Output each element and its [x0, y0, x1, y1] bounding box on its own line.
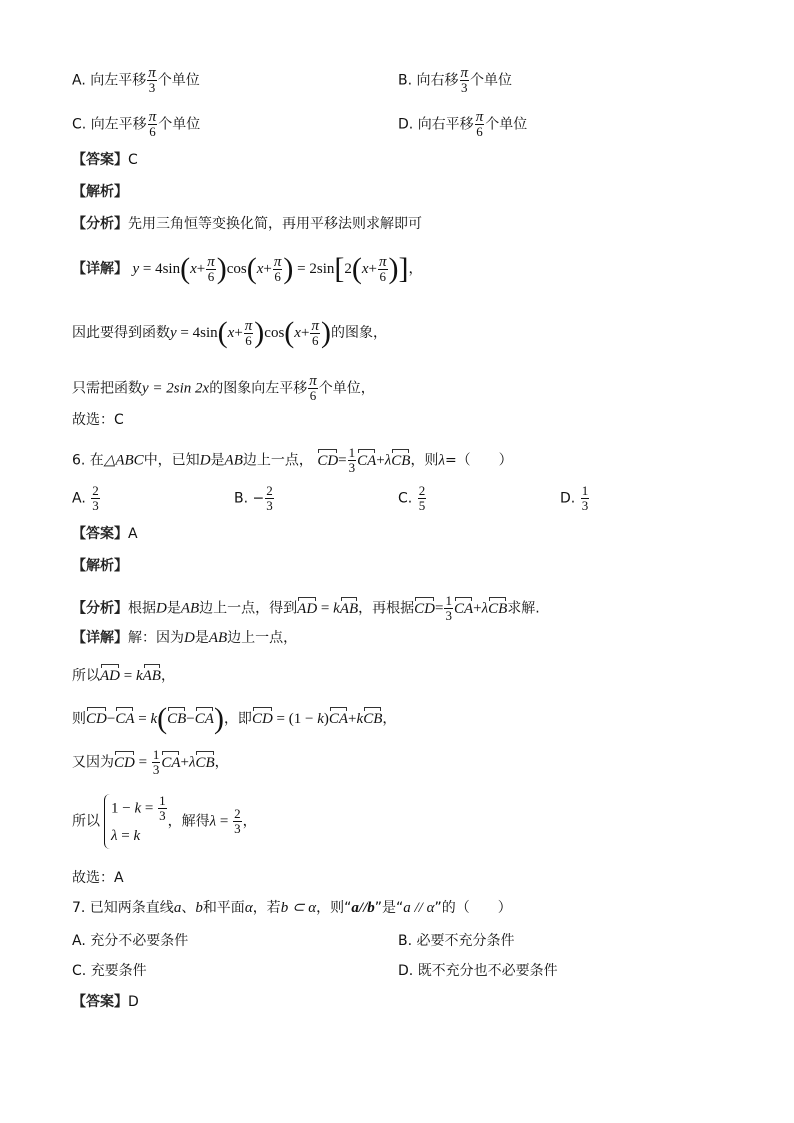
- q6-option-c: C. $\frac{2}{5}$: [398, 483, 426, 513]
- q6-detail: 【详解】解：因为D是AB边上一点，: [72, 630, 298, 646]
- q5-analysis-heading: 【解析】: [72, 184, 128, 200]
- q5-only: 只需把函数y = 2sin 2x的图象向左平移 $\frac{\pi}{6}$ 个单位，: [72, 373, 375, 403]
- q6-stem: 6. 在△ABC中，已知D是AB边上一点， CD= $\frac{1}{3}$ CA+λCB，则λ=（ ）: [72, 445, 513, 475]
- q7-answer: 【答案】D: [72, 994, 139, 1010]
- q5-choose: 故选：C: [72, 412, 124, 428]
- q7-stem: 7. 已知两条直线a、b和平面α，若b ⊂ α，则“a//b”是“a // α”的（ ）: [72, 900, 512, 916]
- q6-so1: 所以AD = kAB，: [72, 668, 175, 684]
- q6-answer: 【答案】A: [72, 526, 138, 542]
- q5-option-b: B. 向右移 $\frac{\pi}{3}$ 个单位: [398, 65, 513, 95]
- q5-option-c: C. 向左平移 $\frac{\pi}{6}$ 个单位: [72, 109, 201, 139]
- q6-analysis-heading: 【解析】: [72, 558, 128, 574]
- q6-then: 则CD−CA = k(CB−CA)，即CD = (1 − k)CA+kCB，: [72, 702, 397, 735]
- q5-answer: 【答案】C: [72, 152, 138, 168]
- q5-because: 因此要得到函数y = 4sin(x+ $\frac{\pi}{6}$ )cos(x+ $\frac{\pi}{6}$ )的图象，: [72, 316, 387, 349]
- q6-fenxi: 【分析】根据D是AB边上一点，得到AD = kAB，再根据CD= $\frac{1}{3}$ CA+λCB求解.: [72, 593, 540, 623]
- q6-option-d: D. $\frac{1}{3}$: [560, 483, 589, 513]
- q7-option-c: C. 充要条件: [72, 963, 147, 979]
- q5-option-d: D. 向右平移 $\frac{\pi}{6}$ 个单位: [398, 109, 528, 139]
- q6-option-a: A. $\frac{2}{3}$: [72, 483, 99, 513]
- q6-system: 所以 1 − k = $\frac{1}{3}$ λ = k ，解得λ = $\frac{2}{3}$ ，: [72, 794, 754, 849]
- q5-detail: 【详解】 y = 4sin(x+ $\frac{\pi}{6}$ )cos(x+ $\frac{\pi}{6}$ ) = 2sin[2(x+ $\frac{\pi}{6}$ )]，: [72, 252, 423, 285]
- q6-option-b: B. − $\frac{2}{3}$: [234, 483, 273, 513]
- q6-again: 又因为CD = $\frac{1}{3}$ CA+λCB，: [72, 747, 229, 777]
- q7-option-a: A. 充分不必要条件: [72, 933, 189, 949]
- q7-option-b: B. 必要不充分条件: [398, 933, 515, 949]
- q6-choose: 故选：A: [72, 870, 124, 886]
- q5-fenxi: 【分析】先用三角恒等变换化简，再用平移法则求解即可: [72, 216, 422, 232]
- q5-option-a: A. 向左平移 $\frac{\pi}{3}$ 个单位: [72, 65, 200, 95]
- q7-option-d: D. 既不充分也不必要条件: [398, 963, 558, 979]
